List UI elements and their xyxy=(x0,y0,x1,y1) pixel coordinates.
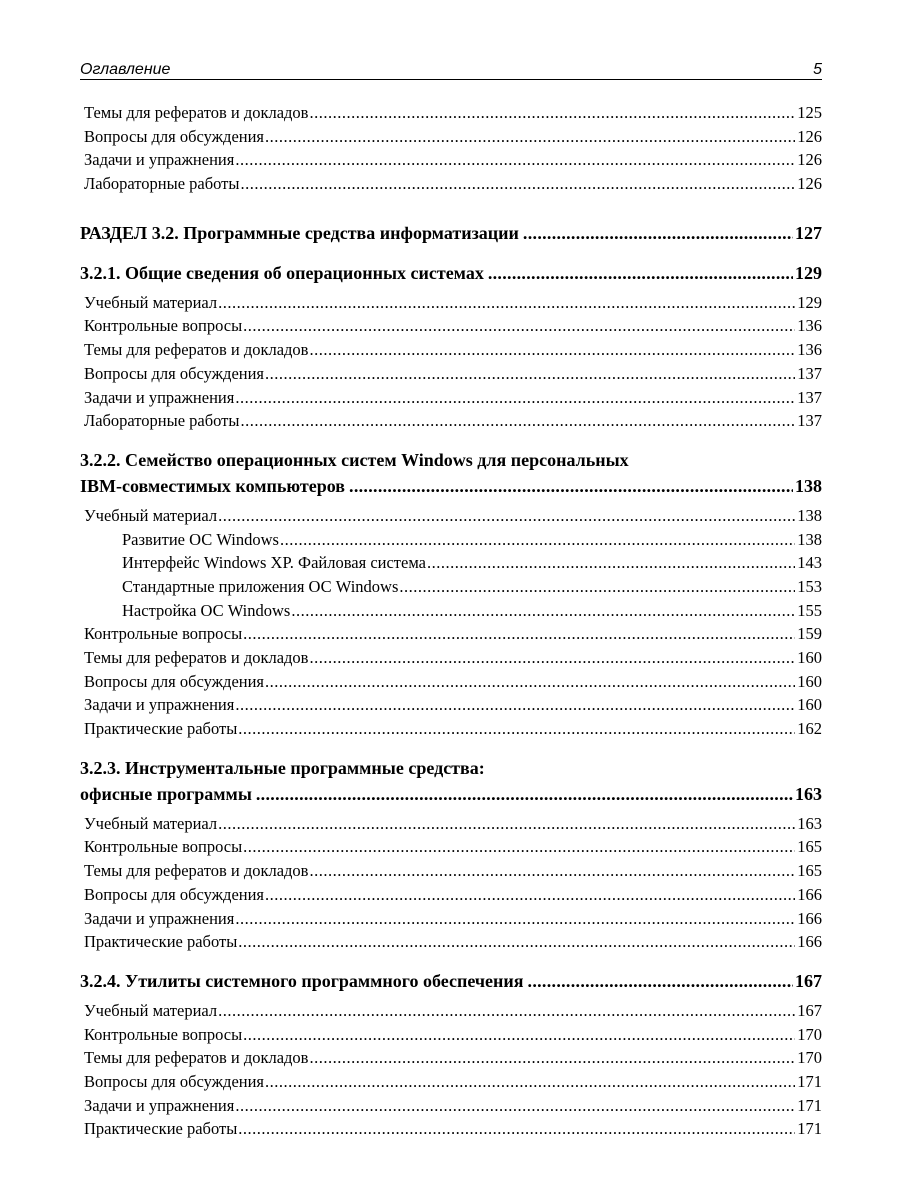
toc-entry[interactable]: Вопросы для обсуждения ..... 171 xyxy=(80,1070,822,1094)
toc-entry[interactable]: Темы для рефератов и докладов ..... 125 xyxy=(80,101,822,125)
toc-entry[interactable]: Темы для рефератов и докладов ..... 160 xyxy=(80,646,822,670)
toc-entry[interactable]: Учебный материал ..... 163 xyxy=(80,812,822,836)
toc-entry[interactable]: Вопросы для обсуждения ..... 160 xyxy=(80,670,822,694)
running-head xyxy=(80,57,822,79)
header-rule xyxy=(80,79,822,80)
toc-entry[interactable]: Вопросы для обсуждения ..... 126 xyxy=(80,125,822,149)
toc-section-heading-3-2-2[interactable]: 3.2.2. Семейство операционных систем Windows для персональных IBM-совместимых компьютеров ..... 138 xyxy=(80,447,822,499)
toc-entry[interactable]: Практические работы ..... 171 xyxy=(80,1117,822,1141)
toc-entry[interactable]: Задачи и упражнения ..... 126 xyxy=(80,148,822,172)
toc-entry[interactable]: Учебный материал ..... 167 xyxy=(80,999,822,1023)
toc-entry[interactable]: Темы для рефератов и докладов ..... 170 xyxy=(80,1046,822,1070)
toc-entry[interactable]: Учебный материал ..... 129 xyxy=(80,291,822,315)
toc-sub-entry[interactable]: Развитие ОС Windows ..... 138 xyxy=(80,528,822,552)
toc-entry[interactable]: Контрольные вопросы ..... 165 xyxy=(80,835,822,859)
toc-entry[interactable]: Задачи и упражнения ..... 166 xyxy=(80,907,822,931)
toc-entry[interactable]: Контрольные вопросы ..... 159 xyxy=(80,622,822,646)
toc-entry[interactable]: Задачи и упражнения ..... 160 xyxy=(80,693,822,717)
toc-sub-entry[interactable]: Настройка ОС Windows ..... 155 xyxy=(80,599,822,623)
toc-entry[interactable]: Темы для рефератов и докладов ..... 165 xyxy=(80,859,822,883)
toc-entry[interactable]: Темы для рефератов и докладов ..... 136 xyxy=(80,338,822,362)
toc-section-heading-3-2-3[interactable]: 3.2.3. Инструментальные программные средства: офисные программы ..... 163 xyxy=(80,755,822,807)
toc-section-heading-3-2-1[interactable]: 3.2.1. Общие сведения об операционных системах ..... 129 xyxy=(80,260,822,286)
toc-entry[interactable]: Учебный материал ..... 138 xyxy=(80,504,822,528)
running-head-page-number: 5 xyxy=(813,61,822,78)
toc-entry[interactable]: Вопросы для обсуждения ..... 166 xyxy=(80,883,822,907)
running-head-title: Оглавление xyxy=(80,61,171,78)
toc-entry[interactable]: Вопросы для обсуждения ..... 137 xyxy=(80,362,822,386)
toc-entry[interactable]: Задачи и упражнения ..... 171 xyxy=(80,1094,822,1118)
toc-section-heading-3-2-4[interactable]: 3.2.4. Утилиты системного программного обеспечения ..... 167 xyxy=(80,968,822,994)
toc-entry[interactable]: Контрольные вопросы ..... 136 xyxy=(80,314,822,338)
toc-sub-entry[interactable]: Стандартные приложения ОС Windows ..... 153 xyxy=(80,575,822,599)
toc-entry[interactable]: Задачи и упражнения ..... 137 xyxy=(80,386,822,410)
toc-sub-entry[interactable]: Интерфейс Windows XP. Файловая система ..... 143 xyxy=(80,551,822,575)
toc-entry[interactable]: Контрольные вопросы ..... 170 xyxy=(80,1023,822,1047)
toc-entry[interactable]: Практические работы ..... 166 xyxy=(80,930,822,954)
toc-entry[interactable]: Лабораторные работы ..... 137 xyxy=(80,409,822,433)
toc-part-heading[interactable]: РАЗДЕЛ 3.2. Программные средства информатизации ..... 127 xyxy=(80,220,822,246)
toc-entry[interactable]: Практические работы ..... 162 xyxy=(80,717,822,741)
toc-entry[interactable]: Лабораторные работы ..... 126 xyxy=(80,172,822,196)
table-of-contents xyxy=(80,101,822,1141)
